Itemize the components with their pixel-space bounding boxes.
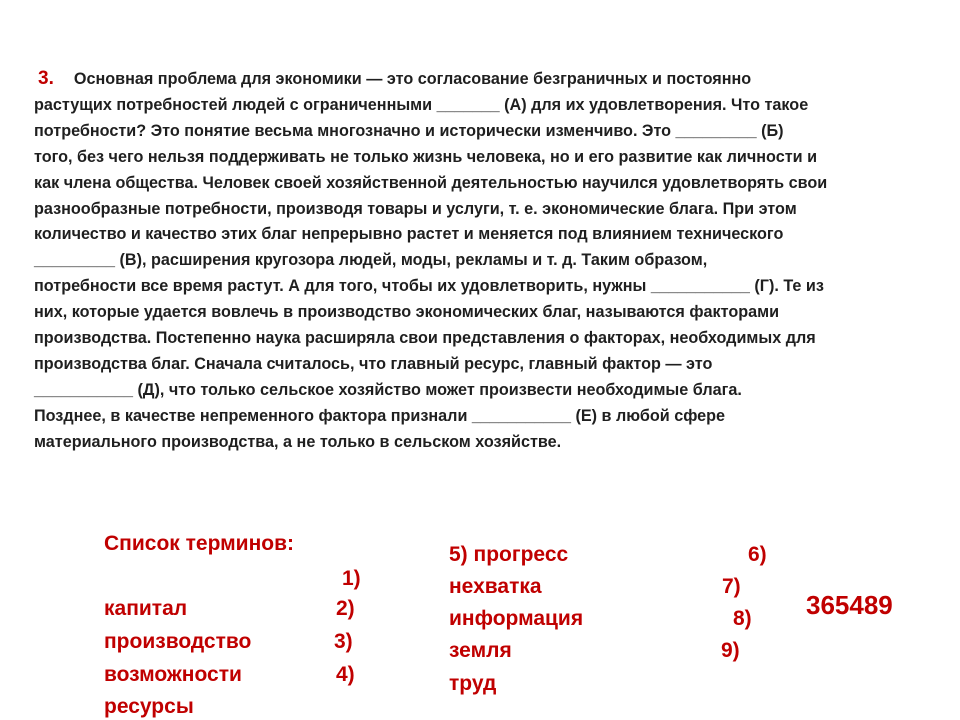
- term-item: производство: [104, 630, 252, 653]
- term-item: 2): [336, 597, 355, 620]
- task-line: разнообразные потребности, производя товары и услуги, т. е. экономические блага. При этом: [34, 199, 797, 218]
- task-line-text: Основная проблема для экономики — это согласование безграничных и постоянно: [73, 70, 752, 88]
- term-item: ресурсы: [104, 695, 194, 718]
- term-item: 4): [336, 663, 355, 686]
- term-item: возможности: [104, 663, 242, 686]
- term-item: 8): [733, 607, 752, 630]
- task-number: 3.: [38, 68, 54, 89]
- terms-heading: Список терминов:: [104, 532, 294, 555]
- task-line: количество и качество этих благ непрерывно растет и меняется под влиянием технического: [34, 225, 784, 244]
- term-item: 3): [334, 630, 353, 653]
- term-item: 9): [721, 639, 740, 662]
- term-item: 5) прогресс: [449, 543, 569, 566]
- task-line: производства благ. Сначала считалось, что главный ресурс, главный фактор — это: [34, 354, 713, 373]
- term-item: труд: [449, 672, 497, 695]
- term-item: капитал: [104, 597, 188, 620]
- term-item: информация: [449, 607, 584, 630]
- task-line: [34, 66, 944, 93]
- task-line: них, которые удается вовлечь в производство экономических благ, называются факторами: [34, 303, 780, 322]
- task-line: как члена общества. Человек своей хозяйственной деятельностью научился удовлетворять свои: [34, 173, 828, 192]
- task-line: _________ (В), расширения кругозора людей, моды, рекламы и т. д. Таким образом,: [34, 251, 708, 270]
- task-line: ___________ (Д), что только сельское хозяйство может произвести необходимые блага.: [34, 380, 742, 399]
- task-line: того, без чего нельзя поддерживать не только жизнь человека, но и его развитие как личности и: [34, 147, 818, 166]
- term-item: 1): [342, 567, 361, 590]
- task-line: потребности все время растут. А для того, чтобы их удовлетворить, нужны ___________ (Г). Те из: [34, 277, 824, 296]
- answer-value: 365489: [806, 590, 893, 620]
- task-text: [34, 66, 944, 456]
- task-line: растущих потребностей людей с ограниченными _______ (А) для их удовлетворения. Что такое: [34, 95, 809, 114]
- task-line: потребности? Это понятие весьма многозначно и исторически изменчиво. Это _________ (Б): [34, 121, 784, 140]
- task-line: материального производства, а не только в сельском хозяйстве.: [34, 432, 562, 451]
- term-item: нехватка: [449, 575, 542, 598]
- term-item: земля: [449, 639, 512, 662]
- task-line: производства. Постепенно наука расширяла свои представления о факторах, необходимых для: [34, 329, 816, 348]
- term-item: 7): [722, 575, 741, 598]
- term-item: 6): [748, 543, 767, 566]
- task-line: Позднее, в качестве непременного фактора признали ___________ (Е) в любой сфере: [34, 406, 726, 425]
